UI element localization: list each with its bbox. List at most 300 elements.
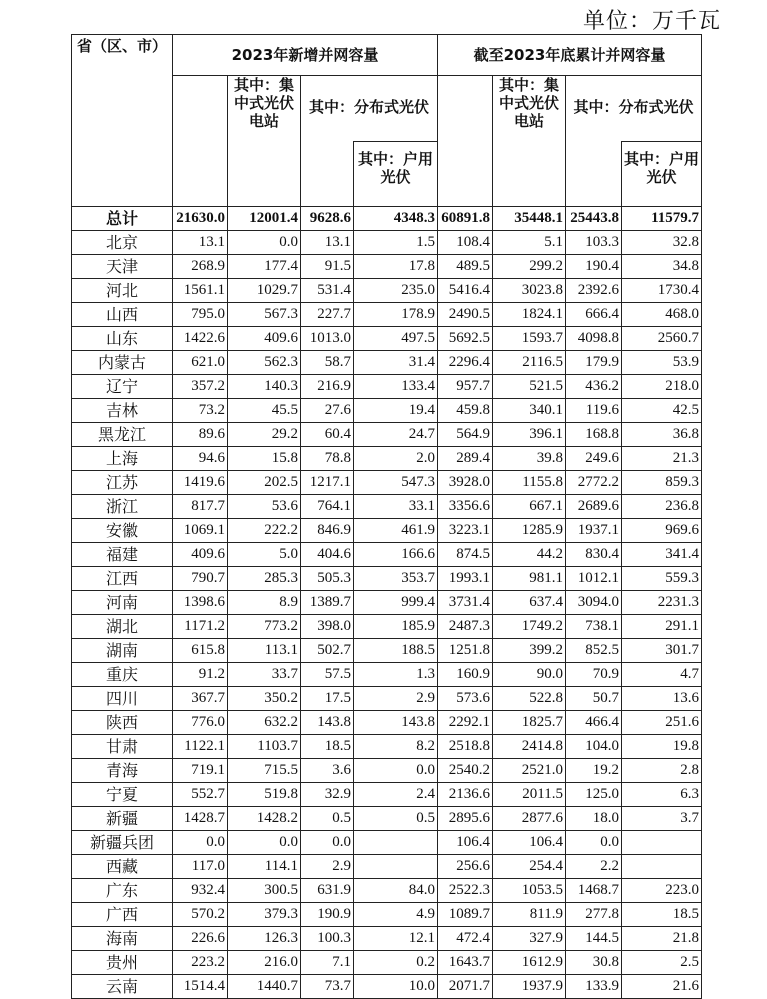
header-new-capacity: 2023年新增并网容量 — [173, 35, 438, 76]
value-cell: 4.9 — [354, 903, 438, 927]
header-cum-household: 其中：户用光伏 — [622, 142, 702, 207]
value-cell: 489.5 — [438, 255, 493, 279]
value-cell: 60.4 — [301, 423, 354, 447]
value-cell: 367.7 — [173, 687, 228, 711]
header-province: 省（区、市） — [72, 35, 173, 207]
value-cell: 42.5 — [622, 399, 702, 423]
table-container — [71, 34, 702, 999]
province-cell: 辽宁 — [72, 375, 173, 399]
value-cell: 18.0 — [566, 807, 622, 831]
value-cell: 33.7 — [228, 663, 301, 687]
value-cell: 166.6 — [354, 543, 438, 567]
value-cell: 91.5 — [301, 255, 354, 279]
value-cell: 11579.7 — [622, 207, 702, 231]
value-cell: 468.0 — [622, 303, 702, 327]
table-row — [72, 375, 702, 399]
table-row — [72, 279, 702, 303]
value-cell — [354, 831, 438, 855]
value-cell: 125.0 — [566, 783, 622, 807]
value-cell: 505.3 — [301, 567, 354, 591]
value-cell: 73.2 — [173, 399, 228, 423]
table-row — [72, 567, 702, 591]
table-body — [72, 207, 702, 999]
table-row — [72, 543, 702, 567]
value-cell: 552.7 — [173, 783, 228, 807]
value-cell: 21.8 — [622, 927, 702, 951]
value-cell: 15.8 — [228, 447, 301, 471]
value-cell: 564.9 — [438, 423, 493, 447]
province-cell: 新疆兵团 — [72, 831, 173, 855]
value-cell: 251.6 — [622, 711, 702, 735]
value-cell: 144.5 — [566, 927, 622, 951]
value-cell: 32.9 — [301, 783, 354, 807]
value-cell: 2.9 — [354, 687, 438, 711]
value-cell: 1514.4 — [173, 975, 228, 999]
value-cell: 852.5 — [566, 639, 622, 663]
value-cell: 637.4 — [493, 591, 566, 615]
table-row — [72, 231, 702, 255]
value-cell: 846.9 — [301, 519, 354, 543]
value-cell: 811.9 — [493, 903, 566, 927]
value-cell: 764.1 — [301, 495, 354, 519]
value-cell: 113.1 — [228, 639, 301, 663]
table-row — [72, 879, 702, 903]
value-cell: 497.5 — [354, 327, 438, 351]
province-cell: 山西 — [72, 303, 173, 327]
value-cell: 2560.7 — [622, 327, 702, 351]
value-cell: 119.6 — [566, 399, 622, 423]
value-cell: 106.4 — [438, 831, 493, 855]
value-cell: 185.9 — [354, 615, 438, 639]
table-row — [72, 759, 702, 783]
province-cell: 福建 — [72, 543, 173, 567]
value-cell: 3.6 — [301, 759, 354, 783]
value-cell: 34.8 — [622, 255, 702, 279]
pv-capacity-table — [71, 34, 702, 999]
province-cell: 北京 — [72, 231, 173, 255]
value-cell: 117.0 — [173, 855, 228, 879]
value-cell: 715.5 — [228, 759, 301, 783]
value-cell: 44.2 — [493, 543, 566, 567]
province-cell: 贵州 — [72, 951, 173, 975]
value-cell: 1749.2 — [493, 615, 566, 639]
value-cell: 94.6 — [173, 447, 228, 471]
value-cell: 531.4 — [301, 279, 354, 303]
value-cell: 2487.3 — [438, 615, 493, 639]
table-row — [72, 687, 702, 711]
value-cell: 1.3 — [354, 663, 438, 687]
value-cell: 1993.1 — [438, 567, 493, 591]
province-cell: 安徽 — [72, 519, 173, 543]
header-new-household: 其中：户用光伏 — [354, 142, 438, 207]
value-cell: 3356.6 — [438, 495, 493, 519]
table-row — [72, 711, 702, 735]
value-cell: 957.7 — [438, 375, 493, 399]
value-cell: 357.2 — [173, 375, 228, 399]
value-cell: 1468.7 — [566, 879, 622, 903]
value-cell: 874.5 — [438, 543, 493, 567]
table-row — [72, 495, 702, 519]
value-cell: 4.7 — [622, 663, 702, 687]
value-cell: 472.4 — [438, 927, 493, 951]
value-cell: 2.4 — [354, 783, 438, 807]
province-cell: 湖南 — [72, 639, 173, 663]
value-cell: 2136.6 — [438, 783, 493, 807]
province-cell: 总计 — [72, 207, 173, 231]
value-cell: 409.6 — [228, 327, 301, 351]
value-cell: 795.0 — [173, 303, 228, 327]
value-cell: 2895.6 — [438, 807, 493, 831]
value-cell: 190.9 — [301, 903, 354, 927]
value-cell: 106.4 — [493, 831, 566, 855]
value-cell: 2877.6 — [493, 807, 566, 831]
value-cell: 19.8 — [622, 735, 702, 759]
province-cell: 河南 — [72, 591, 173, 615]
value-cell: 466.4 — [566, 711, 622, 735]
table-row — [72, 663, 702, 687]
value-cell: 21.3 — [622, 447, 702, 471]
value-cell: 1217.1 — [301, 471, 354, 495]
value-cell: 1053.5 — [493, 879, 566, 903]
value-cell: 190.4 — [566, 255, 622, 279]
value-cell: 35448.1 — [493, 207, 566, 231]
value-cell: 50.7 — [566, 687, 622, 711]
value-cell: 27.6 — [301, 399, 354, 423]
value-cell: 3023.8 — [493, 279, 566, 303]
value-cell: 143.8 — [354, 711, 438, 735]
value-cell: 0.0 — [228, 231, 301, 255]
value-cell: 2.8 — [622, 759, 702, 783]
value-cell: 53.9 — [622, 351, 702, 375]
value-cell: 227.7 — [301, 303, 354, 327]
value-cell: 301.7 — [622, 639, 702, 663]
value-cell: 104.0 — [566, 735, 622, 759]
value-cell: 5.0 — [228, 543, 301, 567]
value-cell: 133.9 — [566, 975, 622, 999]
value-cell: 666.4 — [566, 303, 622, 327]
value-cell: 2521.0 — [493, 759, 566, 783]
value-cell: 9628.6 — [301, 207, 354, 231]
province-cell: 广西 — [72, 903, 173, 927]
value-cell: 1089.7 — [438, 903, 493, 927]
value-cell: 559.3 — [622, 567, 702, 591]
value-cell: 3094.0 — [566, 591, 622, 615]
value-cell: 2392.6 — [566, 279, 622, 303]
value-cell: 1593.7 — [493, 327, 566, 351]
value-cell: 1937.1 — [566, 519, 622, 543]
value-cell: 0.5 — [301, 807, 354, 831]
value-cell: 177.4 — [228, 255, 301, 279]
value-cell: 299.2 — [493, 255, 566, 279]
value-cell: 341.4 — [622, 543, 702, 567]
value-cell: 519.8 — [228, 783, 301, 807]
value-cell: 969.6 — [622, 519, 702, 543]
value-cell: 0.0 — [301, 831, 354, 855]
table-row — [72, 255, 702, 279]
value-cell: 300.5 — [228, 879, 301, 903]
value-cell: 631.9 — [301, 879, 354, 903]
value-cell: 2.0 — [354, 447, 438, 471]
province-cell: 河北 — [72, 279, 173, 303]
value-cell: 859.3 — [622, 471, 702, 495]
value-cell: 24.7 — [354, 423, 438, 447]
value-cell: 2490.5 — [438, 303, 493, 327]
value-cell: 353.7 — [354, 567, 438, 591]
value-cell: 2.2 — [566, 855, 622, 879]
value-cell: 218.0 — [622, 375, 702, 399]
value-cell: 216.0 — [228, 951, 301, 975]
value-cell: 256.6 — [438, 855, 493, 879]
value-cell: 78.8 — [301, 447, 354, 471]
value-cell: 202.5 — [228, 471, 301, 495]
value-cell: 340.1 — [493, 399, 566, 423]
value-cell: 126.3 — [228, 927, 301, 951]
province-cell: 黑龙江 — [72, 423, 173, 447]
table-row — [72, 591, 702, 615]
value-cell: 1389.7 — [301, 591, 354, 615]
value-cell: 268.9 — [173, 255, 228, 279]
value-cell: 1643.7 — [438, 951, 493, 975]
value-cell: 2296.4 — [438, 351, 493, 375]
province-cell: 甘肃 — [72, 735, 173, 759]
value-cell: 60891.8 — [438, 207, 493, 231]
value-cell: 2772.2 — [566, 471, 622, 495]
value-cell: 103.3 — [566, 231, 622, 255]
value-cell: 53.6 — [228, 495, 301, 519]
value-cell: 179.9 — [566, 351, 622, 375]
value-cell: 2116.5 — [493, 351, 566, 375]
value-cell: 29.2 — [228, 423, 301, 447]
table-row — [72, 615, 702, 639]
header-new-central: 其中：集中式光伏电站 — [228, 76, 301, 207]
value-cell: 932.4 — [173, 879, 228, 903]
value-cell: 285.3 — [228, 567, 301, 591]
value-cell: 738.1 — [566, 615, 622, 639]
value-cell: 18.5 — [301, 735, 354, 759]
table-row — [72, 855, 702, 879]
value-cell: 291.1 — [622, 615, 702, 639]
province-cell: 吉林 — [72, 399, 173, 423]
unit-label: 单位：万千瓦 — [582, 9, 721, 34]
value-cell: 13.1 — [173, 231, 228, 255]
value-cell: 1029.7 — [228, 279, 301, 303]
value-cell: 327.9 — [493, 927, 566, 951]
value-cell: 12.1 — [354, 927, 438, 951]
value-cell: 2071.7 — [438, 975, 493, 999]
value-cell: 254.4 — [493, 855, 566, 879]
header-cum-central: 其中：集中式光伏电站 — [493, 76, 566, 207]
value-cell: 1428.2 — [228, 807, 301, 831]
province-cell: 湖北 — [72, 615, 173, 639]
value-cell: 0.2 — [354, 951, 438, 975]
province-cell: 宁夏 — [72, 783, 173, 807]
value-cell: 90.0 — [493, 663, 566, 687]
value-cell: 379.3 — [228, 903, 301, 927]
value-cell: 4348.3 — [354, 207, 438, 231]
value-cell: 2522.3 — [438, 879, 493, 903]
table-row — [72, 735, 702, 759]
value-cell: 1251.8 — [438, 639, 493, 663]
value-cell: 168.8 — [566, 423, 622, 447]
value-cell: 143.8 — [301, 711, 354, 735]
province-cell: 青海 — [72, 759, 173, 783]
table-row — [72, 927, 702, 951]
value-cell: 1937.9 — [493, 975, 566, 999]
value-cell: 817.7 — [173, 495, 228, 519]
value-cell: 32.8 — [622, 231, 702, 255]
value-cell: 216.9 — [301, 375, 354, 399]
province-cell: 新疆 — [72, 807, 173, 831]
value-cell: 3928.0 — [438, 471, 493, 495]
value-cell: 667.1 — [493, 495, 566, 519]
value-cell: 91.2 — [173, 663, 228, 687]
value-cell: 1.5 — [354, 231, 438, 255]
value-cell: 2231.3 — [622, 591, 702, 615]
value-cell: 31.4 — [354, 351, 438, 375]
header-new-distributed-spacer — [301, 142, 354, 207]
value-cell: 17.5 — [301, 687, 354, 711]
value-cell: 1825.7 — [493, 711, 566, 735]
table-row — [72, 807, 702, 831]
province-cell: 海南 — [72, 927, 173, 951]
table-row — [72, 519, 702, 543]
value-cell — [354, 855, 438, 879]
value-cell: 1013.0 — [301, 327, 354, 351]
header-new-distributed: 其中：分布式光伏 — [301, 76, 438, 142]
value-cell: 1122.1 — [173, 735, 228, 759]
value-cell: 223.0 — [622, 879, 702, 903]
value-cell: 21630.0 — [173, 207, 228, 231]
value-cell: 89.6 — [173, 423, 228, 447]
value-cell: 776.0 — [173, 711, 228, 735]
value-cell: 3223.1 — [438, 519, 493, 543]
value-cell: 1398.6 — [173, 591, 228, 615]
province-cell: 重庆 — [72, 663, 173, 687]
table-header — [72, 35, 702, 207]
value-cell: 1730.4 — [622, 279, 702, 303]
table-row — [72, 783, 702, 807]
value-cell: 7.1 — [301, 951, 354, 975]
value-cell: 114.1 — [228, 855, 301, 879]
table-row — [72, 975, 702, 999]
value-cell: 236.8 — [622, 495, 702, 519]
value-cell: 108.4 — [438, 231, 493, 255]
value-cell: 773.2 — [228, 615, 301, 639]
value-cell: 459.8 — [438, 399, 493, 423]
province-cell: 内蒙古 — [72, 351, 173, 375]
value-cell: 350.2 — [228, 687, 301, 711]
value-cell: 5416.4 — [438, 279, 493, 303]
value-cell: 36.8 — [622, 423, 702, 447]
value-cell: 2011.5 — [493, 783, 566, 807]
value-cell: 30.8 — [566, 951, 622, 975]
value-cell: 12001.4 — [228, 207, 301, 231]
value-cell: 1440.7 — [228, 975, 301, 999]
table-row — [72, 423, 702, 447]
header-cum-total — [438, 76, 493, 207]
value-cell: 615.8 — [173, 639, 228, 663]
value-cell: 1422.6 — [173, 327, 228, 351]
header-cum-distributed: 其中：分布式光伏 — [566, 76, 702, 142]
value-cell: 547.3 — [354, 471, 438, 495]
value-cell: 140.3 — [228, 375, 301, 399]
value-cell: 1419.6 — [173, 471, 228, 495]
table-row — [72, 471, 702, 495]
value-cell: 399.2 — [493, 639, 566, 663]
table-row — [72, 351, 702, 375]
value-cell: 133.4 — [354, 375, 438, 399]
value-cell: 21.6 — [622, 975, 702, 999]
value-cell: 3731.4 — [438, 591, 493, 615]
value-cell: 1103.7 — [228, 735, 301, 759]
value-cell: 33.1 — [354, 495, 438, 519]
value-cell: 188.5 — [354, 639, 438, 663]
header-cum-distributed-spacer — [566, 142, 622, 207]
value-cell: 277.8 — [566, 903, 622, 927]
value-cell: 84.0 — [354, 879, 438, 903]
province-cell: 上海 — [72, 447, 173, 471]
value-cell: 436.2 — [566, 375, 622, 399]
value-cell: 10.0 — [354, 975, 438, 999]
value-cell: 223.2 — [173, 951, 228, 975]
value-cell: 719.1 — [173, 759, 228, 783]
value-cell: 2414.8 — [493, 735, 566, 759]
value-cell: 57.5 — [301, 663, 354, 687]
value-cell: 1561.1 — [173, 279, 228, 303]
value-cell: 521.5 — [493, 375, 566, 399]
value-cell: 621.0 — [173, 351, 228, 375]
value-cell: 3.7 — [622, 807, 702, 831]
value-cell: 6.3 — [622, 783, 702, 807]
province-cell: 广东 — [72, 879, 173, 903]
table-row — [72, 951, 702, 975]
province-cell: 山东 — [72, 327, 173, 351]
value-cell: 222.2 — [228, 519, 301, 543]
value-cell: 1612.9 — [493, 951, 566, 975]
province-cell: 天津 — [72, 255, 173, 279]
value-cell: 13.6 — [622, 687, 702, 711]
value-cell: 0.0 — [228, 831, 301, 855]
value-cell: 1428.7 — [173, 807, 228, 831]
value-cell: 790.7 — [173, 567, 228, 591]
value-cell: 226.6 — [173, 927, 228, 951]
value-cell: 0.5 — [354, 807, 438, 831]
value-cell: 1824.1 — [493, 303, 566, 327]
value-cell: 2689.6 — [566, 495, 622, 519]
province-cell: 西藏 — [72, 855, 173, 879]
value-cell: 1171.2 — [173, 615, 228, 639]
value-cell: 73.7 — [301, 975, 354, 999]
value-cell: 396.1 — [493, 423, 566, 447]
province-cell: 江西 — [72, 567, 173, 591]
value-cell: 409.6 — [173, 543, 228, 567]
value-cell: 404.6 — [301, 543, 354, 567]
value-cell — [622, 831, 702, 855]
value-cell: 70.9 — [566, 663, 622, 687]
value-cell: 562.3 — [228, 351, 301, 375]
value-cell: 2.5 — [622, 951, 702, 975]
value-cell: 2292.1 — [438, 711, 493, 735]
value-cell: 2.9 — [301, 855, 354, 879]
value-cell: 1285.9 — [493, 519, 566, 543]
value-cell: 160.9 — [438, 663, 493, 687]
province-cell: 江苏 — [72, 471, 173, 495]
value-cell: 570.2 — [173, 903, 228, 927]
value-cell: 999.4 — [354, 591, 438, 615]
value-cell: 17.8 — [354, 255, 438, 279]
value-cell: 981.1 — [493, 567, 566, 591]
value-cell: 1069.1 — [173, 519, 228, 543]
